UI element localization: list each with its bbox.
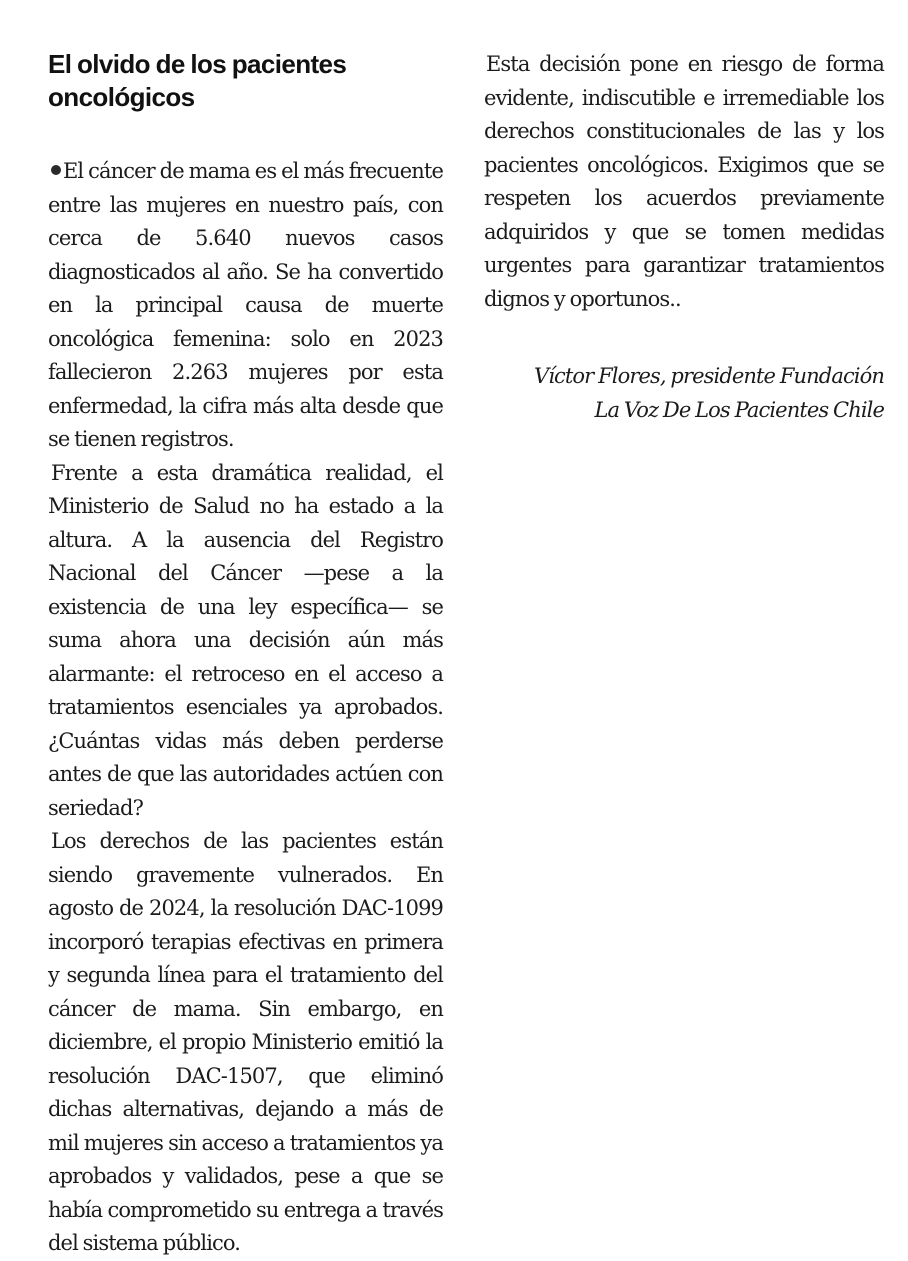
article-paragraph-1 [48, 155, 443, 457]
right-column [484, 48, 884, 427]
author-signature [484, 360, 884, 427]
article-paragraph-3: Los derechos de las pacientes están siendo gravemente vulnerados. En agosto de 2024, la resolución DAC-1099 incorporó terapias efectivas en primera y segunda línea para el tratamiento del cáncer de mama. Sin embargo, en diciembre, el propio Ministerio emitió la resolución DAC-1507, que eliminó dichas alternativas, dejando a más de mil mujeres sin acceso a tratamientos ya aprobados y validados, pese a que se había comprometido su entrega a través del sistema público. [48, 829, 443, 1255]
signature-line-1: Víctor Flores, presidente Fundación [533, 364, 884, 388]
paragraph-1-text: El cáncer de mama es el más frecuente entre las mujeres en nuestro país, con cerca de 5.640 nuevos casos diagnosticados al año. Se ha convertido en la principal causa de muerte oncológica femenina: solo en 2023 fallecieron 2.263 mujeres por esta enfermedad, la cifra más alta desde que se tienen registros. [48, 159, 443, 451]
signature-line-2: La Voz De Los Pacientes Chile [594, 397, 884, 422]
article-headline: El olvido de los pacientes oncológicos [48, 49, 347, 112]
article-paragraph-4: Esta decisión pone en riesgo de forma evidente, indiscutible e irremediable los derechos constitucionales de las y los pacientes oncológicos. Exigimos que se respeten los acuerdos previamente adquiridos y que se tomen medidas urgentes para garantizar tratamientos dignos y oportunos.. [484, 52, 884, 311]
bullet-icon [51, 165, 61, 175]
left-column [48, 48, 443, 1261]
article-paragraph-2: Frente a esta dramática realidad, el Ministerio de Salud no ha estado a la altura. A la ausencia del Registro Nacional del Cáncer —pese a la existencia de una ley específica— se suma ahora una decisión aún más alarmante: el retroceso en el acceso a tratamientos esenciales ya aprobados. ¿Cuántas vidas más deben perderse antes de que las autoridades actúen con seriedad? [48, 460, 443, 820]
